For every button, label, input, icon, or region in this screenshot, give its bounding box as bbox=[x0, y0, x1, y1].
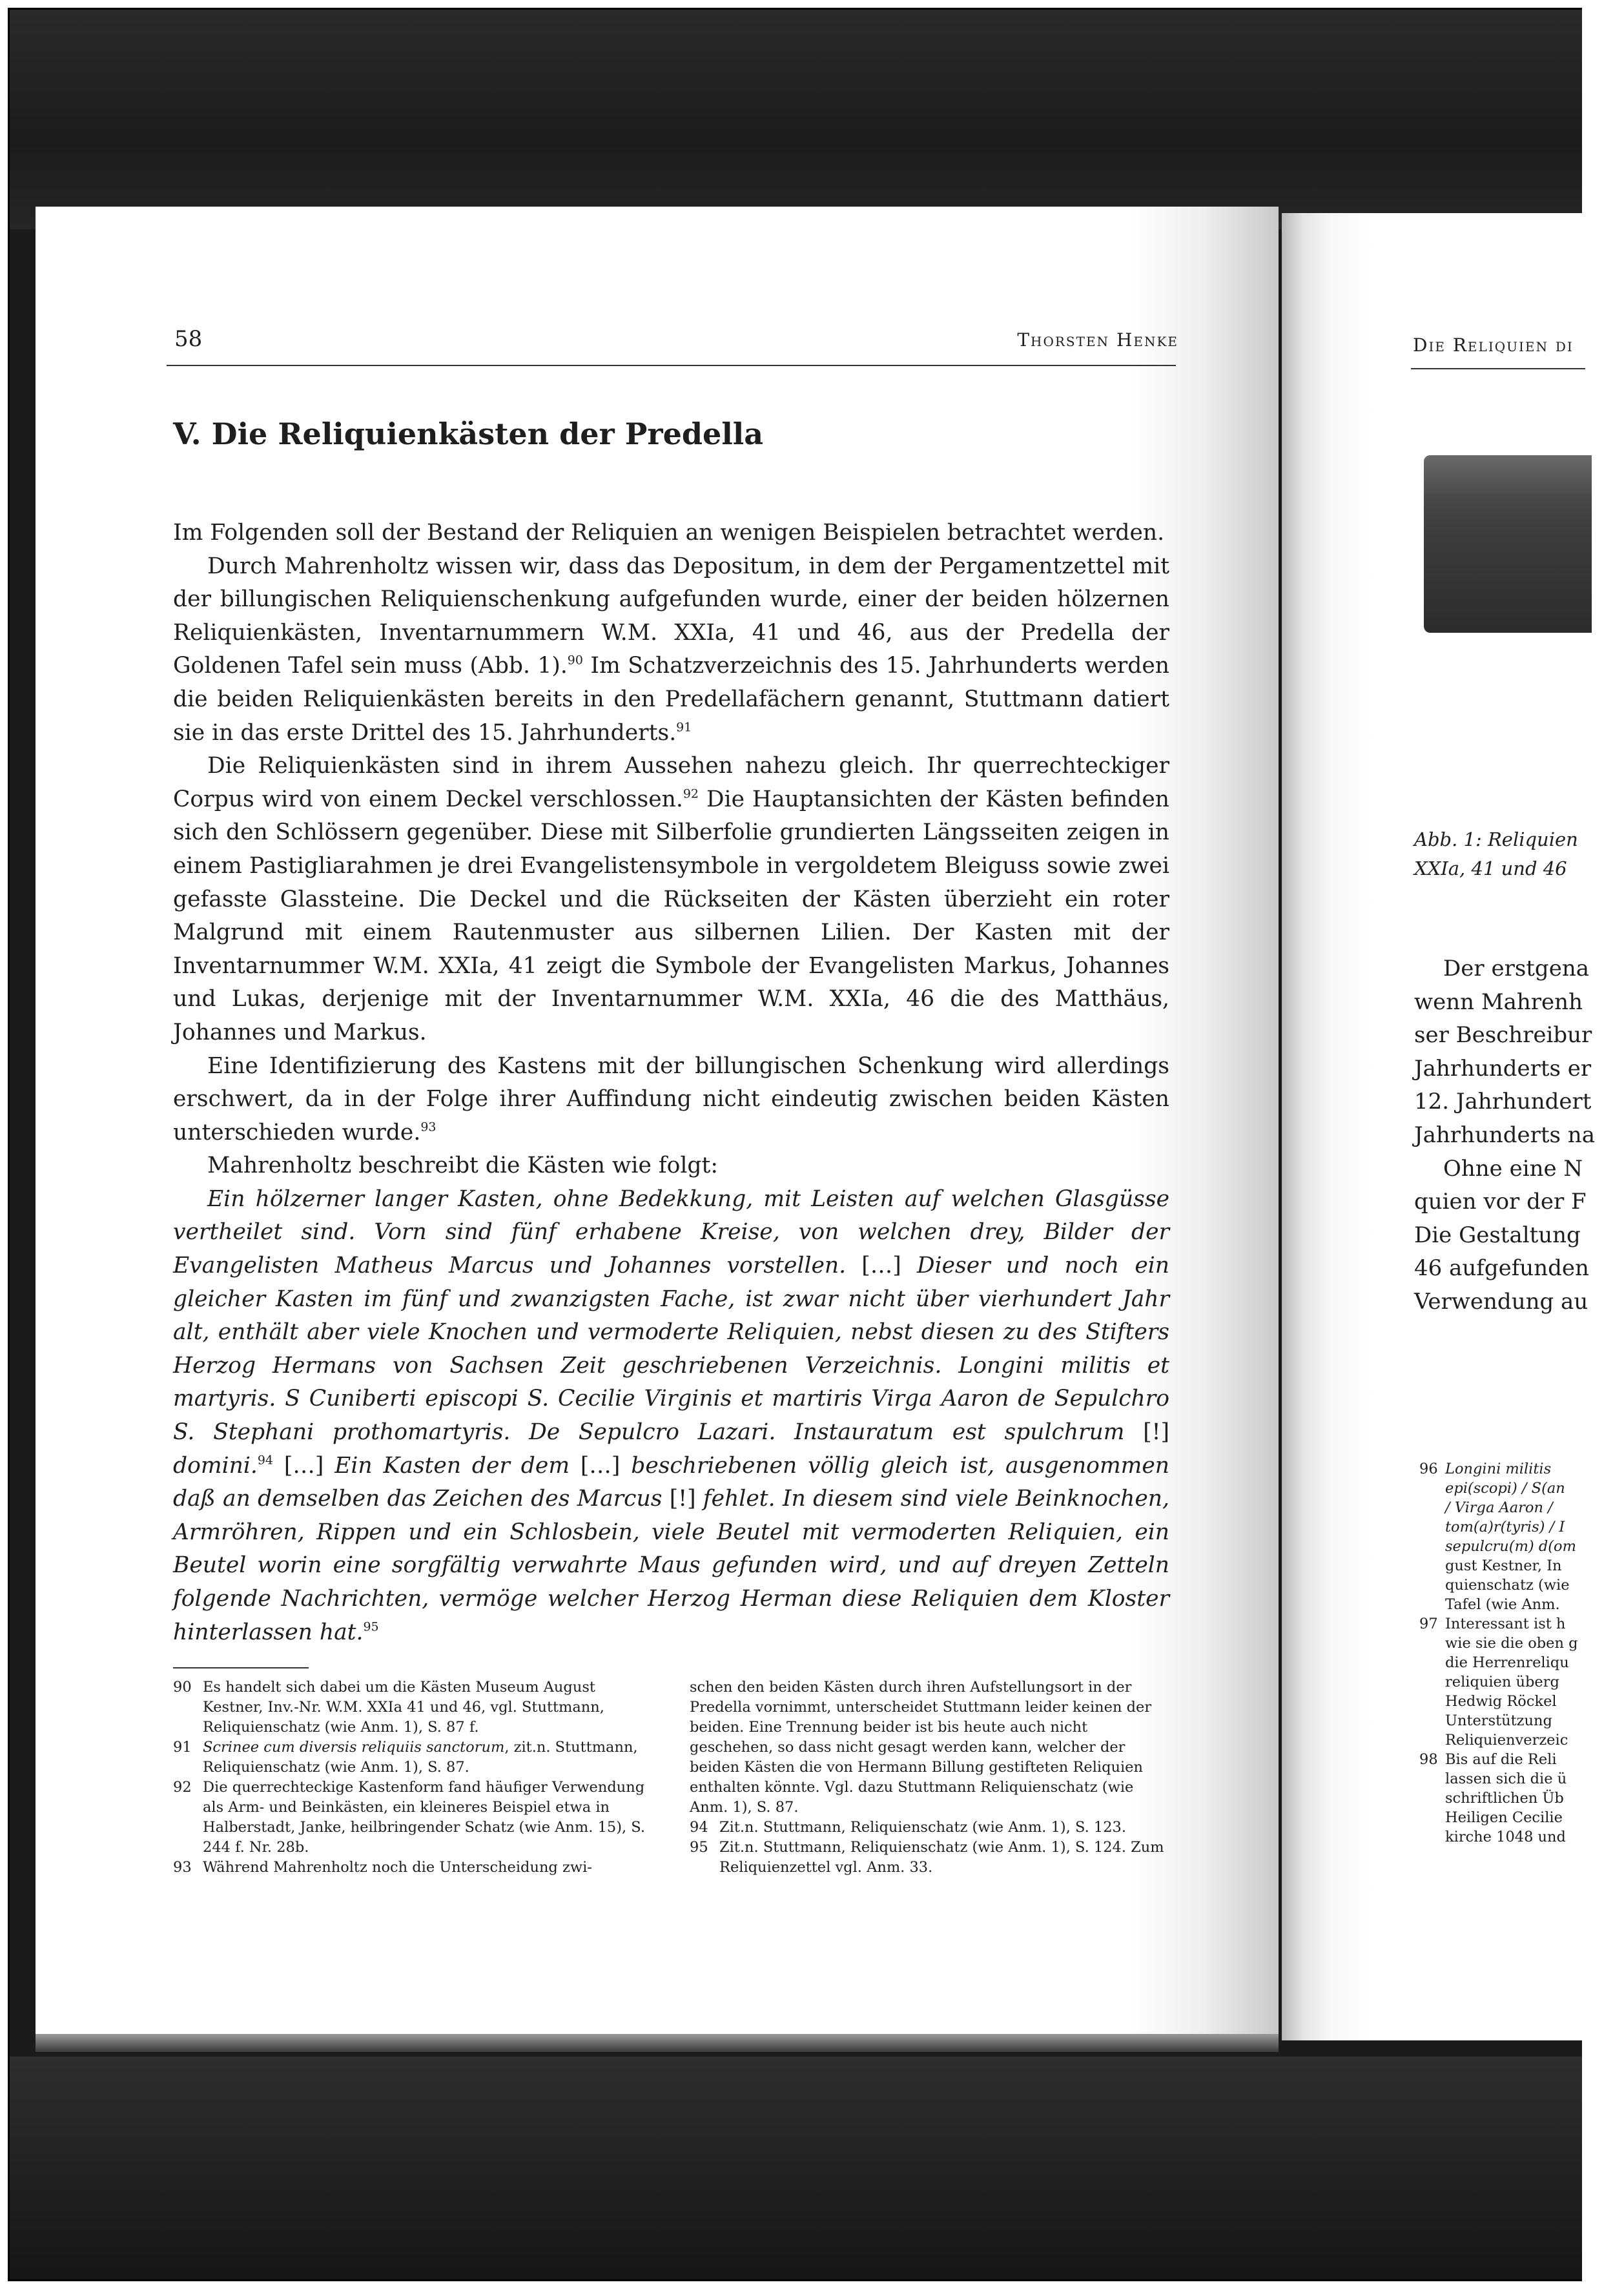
right-footnote-line: Tafel (wie Anm. bbox=[1445, 1596, 1560, 1613]
right-footnote-line: kirche 1048 und bbox=[1445, 1829, 1566, 1845]
scan-background-top bbox=[10, 10, 1614, 229]
right-footnote-line: 97 Interessant ist h bbox=[1419, 1616, 1566, 1632]
right-footnote-line: wie sie die oben g bbox=[1445, 1635, 1578, 1652]
page-number: 58 bbox=[174, 326, 203, 352]
right-footnote-line: / Virga Aaron / bbox=[1445, 1499, 1553, 1516]
footnote-ref[interactable]: 93 bbox=[420, 1120, 437, 1134]
right-footnote-line: quienschatz (wie bbox=[1445, 1577, 1570, 1594]
chapter-title: V. Die Reliquienkästen der Predella bbox=[173, 416, 764, 451]
right-footnote-line: reliquien überg bbox=[1445, 1674, 1559, 1690]
footnotes-column-1 bbox=[173, 1678, 659, 1878]
right-footnote-line: sepulcru(m) d(om bbox=[1445, 1538, 1576, 1555]
page-edge-shadow bbox=[36, 2034, 1279, 2052]
footnote-90: 90 Es handelt sich dabei um die Kästen Museum August Kestner, Inv.-Nr. W.M. XXIa 41 und 46, vgl. Stuttmann, Reliquienschatz (wie Anm. 1), S. 87 f. bbox=[173, 1679, 604, 1736]
paragraph: Die Reliquienkästen sind in ihrem Aussehen nahezu gleich. Ihr querrechteckiger Corpus wird von einem Deckel verschlossen.$^{92}$ Die Hauptansichten der Kästen befinden sich den Schlössern gegenüber. Diese mit Silberfolie grundierten Längsseiten zeigen in einem Pastigliarahmen je drei Evangelistensymbole in vergoldetem Bleiguss sowie zwei gefasste Glassteine. Die Deckel und die Rückseiten der Kästen überzieht ein roter Malgrund mit einem Rautenmuster aus silbernen Lilien. Der Kasten mit der Inventarnummer W.M. XXIa, 41 zeigt die Symbole der Evangelisten Markus, Johannes und Lukas, derjenige mit der Inventarnummer W.M. XXIa, 46 die des Matthäus, Johannes und Markus. bbox=[173, 753, 1169, 1045]
right-footnote-line: tom(a)r(tyris) / I bbox=[1445, 1519, 1565, 1535]
right-running-head: Die Reliquien di bbox=[1413, 334, 1574, 356]
right-footnote-line: epi(scopi) / S(an bbox=[1445, 1480, 1565, 1497]
footnote-95: 95 Zit.n. Stuttmann, Reliquienschatz (wie Anm. 1), S. 124. Zum Reliquienzettel vgl. Anm. 33. bbox=[690, 1839, 1164, 1876]
right-footnote-line: gust Kestner, In bbox=[1445, 1557, 1562, 1574]
right-footnotes bbox=[1419, 1459, 1578, 1847]
right-footnote-line: Heiligen Cecilie bbox=[1445, 1809, 1563, 1826]
paragraph: Eine Identifizierung des Kastens mit der billungischen Schenkung wird allerdings erschwert, da in der Folge ihrer Auffindung nicht eindeutig zwischen beiden Kästen unterschieden wurde.$^{93}$ bbox=[173, 1052, 1169, 1145]
footnote-92: 92 Die querrechteckige Kastenform fand häufiger Verwendung als Arm- und Beinkästen, ein kleineres Beispiel etwa in Halberstadt, Janke, heilbringender Schatz (wie Anm. 15), S. 244 f. Nr. 28b. bbox=[173, 1779, 646, 1856]
footnote-ref[interactable]: 95 bbox=[363, 1619, 379, 1634]
right-footnote-line: 96 Longini militis bbox=[1419, 1461, 1552, 1477]
running-head: Thorsten Henke bbox=[1017, 329, 1178, 351]
footnote-94: 94 Zit.n. Stuttmann, Reliquienschatz (wie Anm. 1), S. 123. bbox=[690, 1819, 1127, 1836]
footnote-ref[interactable]: 91 bbox=[676, 720, 692, 735]
right-header-rule bbox=[1411, 368, 1585, 369]
footnote-ref[interactable]: 92 bbox=[683, 786, 699, 801]
right-footnote-line: Hedwig Röckel bbox=[1445, 1693, 1557, 1710]
paragraph: Mahrenholtz beschreibt die Kästen wie folgt: bbox=[207, 1153, 718, 1179]
body-text bbox=[173, 517, 1169, 1649]
right-footnote-line: schriftlichen Üb bbox=[1445, 1790, 1564, 1807]
footnote-93-continued: schen den beiden Kästen durch ihren Aufstellungsort in der Predella vornimmt, unterscheidet Stuttmann leider keinen der beiden. Eine Trennung beider ist bis heute auch nicht geschehen, so dass nicht gesagt werden kann, welcher der beiden Kästen die von Hermann Billung gestifteten Reliquien enthalten könnte. Vgl. dazu Stuttmann Reliquienschatz (wie Anm. 1), S. 87. bbox=[690, 1679, 1152, 1816]
right-footnote-line: Unterstützung bbox=[1445, 1712, 1552, 1729]
footnote-93: 93 Während Mahrenholtz noch die Unterscheidung zwi- bbox=[173, 1859, 592, 1876]
footnotes-column-2 bbox=[690, 1678, 1175, 1878]
right-footnote-line: Reliquienverzeic bbox=[1445, 1732, 1568, 1749]
right-footnote-line: 98 Bis auf die Reli bbox=[1419, 1751, 1557, 1768]
paragraph: Im Folgenden soll der Bestand der Reliquien an wenigen Beispielen betrachtet werden. bbox=[173, 520, 1165, 546]
reliquary-box-lid bbox=[1424, 455, 1592, 494]
right-body-text: Der erstgena wenn Mahrenh ser Beschreibur Jahrhunderts er 12. Jahrhundert Jahrhunderts na Ohne eine N quien vor der F Die Gestaltung 46 aufgefunden Verwendung au bbox=[1414, 956, 1595, 1315]
right-footnote-line: lassen sich die ü bbox=[1445, 1771, 1567, 1787]
footnote-ref[interactable]: 90 bbox=[567, 653, 583, 668]
right-footnote-line: die Herrenreliqu bbox=[1445, 1654, 1569, 1671]
scan-background-bottom bbox=[10, 2057, 1614, 2281]
footnote-91: 91 Scrinee cum diversis reliquiis sanctorum, zit.n. Stuttmann, Reliquienschatz (wie Anm. 1), S. 87. bbox=[173, 1739, 638, 1776]
header-rule bbox=[167, 365, 1176, 366]
footnote-rule bbox=[173, 1667, 309, 1668]
block-quote: Ein hölzerner langer Kasten, ohne Bedekkung, mit Leisten auf welchen Glasgüsse vertheilet sind. Vorn sind fünf erhabene Kreise, von welchen drey, Bilder der Evangelisten Matheus Marcus und Johannes vorstellen. […] Dieser und noch ein gleicher Kasten im fünf und zwanzigsten Fache, ist zwar nicht über vierhundert Jahr alt, enthält aber viele Knochen und vermoderte Reliquien, nebst diesen zu des Stifters Herzog Hermans von Sachsen Zeit geschriebenen Verzeichnis. Longini militis et martyris. S Cuniberti episcopi S. Cecilie Virginis et martiris Virga Aaron de Sepulchro S. Stephani prothomartyris. De Sepulcro Lazari. Instauratum est spulchrum [!] domini.$^{94}$ […] Ein Kasten der dem […] beschriebenen völlig gleich ist, ausgenommen daß an demselben das Zeichen des Marcus [!] fehlet. In diesem sind viele Beinknochen, Armröhren, Rippen und ein Schlosbein, viele Beutel mit vermoderten Reliquien, ein Beutel worin eine sorgfältig verwahrte Maus gefunden wird, und auf dreyen Zetteln folgende Nachrichten, vermöge welcher Herzog Herman diese Reliquien dem Kloster hinterlassen hat.$^{95}$ bbox=[173, 1186, 1170, 1645]
figure-caption: Abb. 1: Reliquien XXIa, 41 und 46 bbox=[1414, 828, 1578, 879]
paragraph: Durch Mahrenholtz wissen wir, dass das Depositum, in dem der Pergamentzettel mit der billungischen Reliquienschenkung aufgefunden wurde, einer der beiden hölzernen Reliquienkästen, Inventarnummern W.M. XXIa, 41 und 46, aus der Predella der Goldenen Tafel sein muss (Abb. 1).$^{90}$ Im Schatzverzeichnis des 15. Jahrhunderts werden die beiden Reliquienkästen bereits in den Predellafächern genannt, Stuttmann datiert sie in das erste Drittel des 15. Jahrhunderts.$^{91}$ bbox=[173, 553, 1169, 746]
footnote-ref[interactable]: 94 bbox=[257, 1453, 273, 1468]
